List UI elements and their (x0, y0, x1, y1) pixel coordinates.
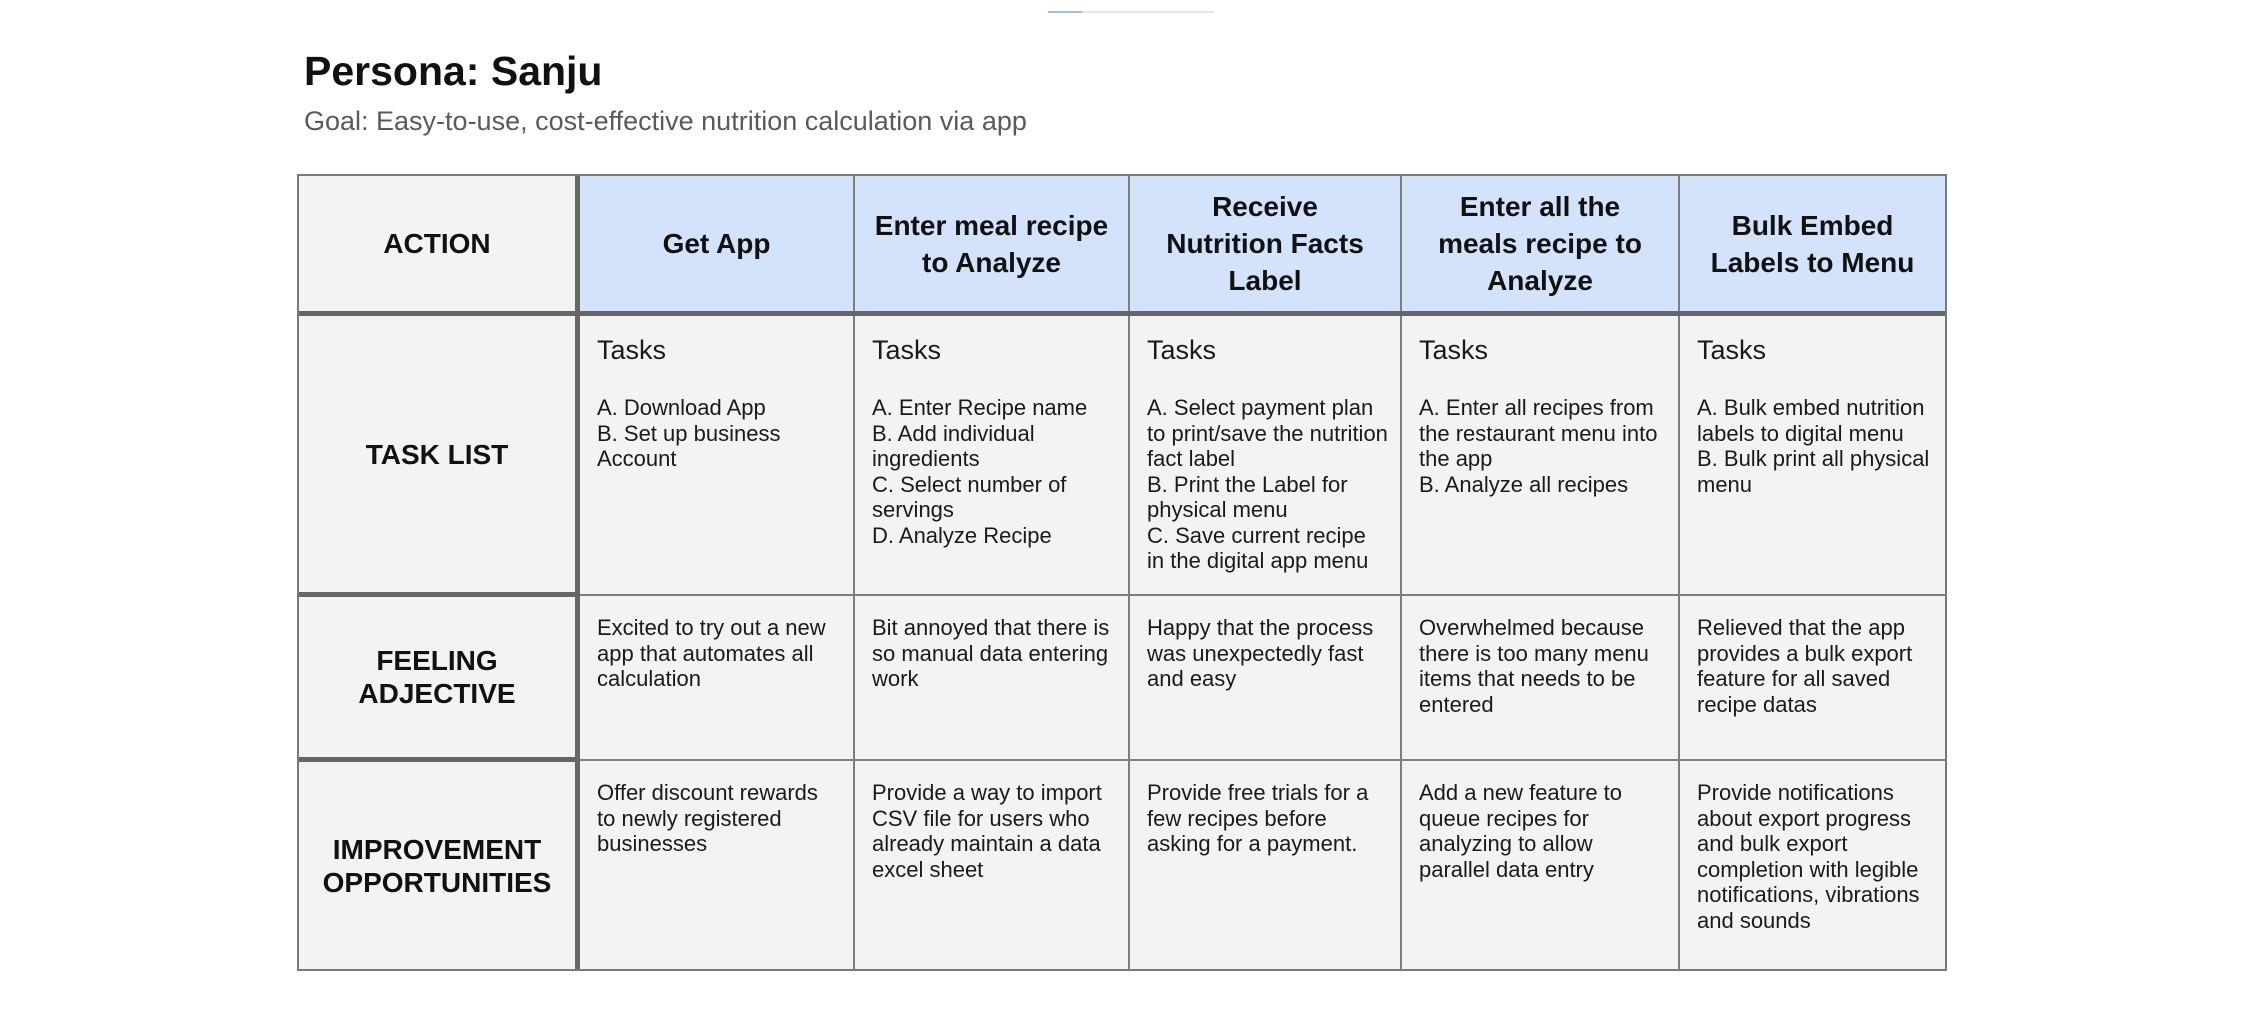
corner-label-action: ACTION (299, 176, 575, 311)
stage-title: Enter meal recipe to Analyze (874, 209, 1109, 278)
stage-header-2 (855, 176, 1128, 311)
slide-progress-indicator (1048, 11, 1214, 13)
tasks-heading: Tasks (597, 335, 667, 365)
feeling-cell-3: Happy that the process was unexpectedly fast and easy (1130, 597, 1400, 757)
row-label-divider (299, 592, 580, 597)
label-column-divider (575, 176, 580, 969)
task-cell-5 (1680, 316, 1945, 592)
task-items: A. Select payment plan to print/save the nutrition fact label B. Print the Label for physical menu C. Save current recipe in the digital app menu (1147, 395, 1388, 573)
feeling-cell-1: Excited to try out a new app that automates all calculation (580, 597, 853, 757)
column-divider (1128, 176, 1130, 969)
feeling-cell-4: Overwhelmed because there is too many menu items that needs to be entered (1402, 597, 1678, 757)
stage-title: Get App (662, 228, 771, 259)
task-items: A. Bulk embed nutrition labels to digital menu B. Bulk print all physical menu (1697, 395, 1930, 497)
task-cell-3 (1130, 316, 1400, 592)
row-divider (580, 594, 1945, 596)
stage-header-4 (1402, 176, 1678, 311)
column-divider (853, 176, 855, 969)
feeling-cell-5: Relieved that the app provides a bulk export feature for all saved recipe datas (1680, 597, 1945, 757)
column-divider (1678, 176, 1680, 969)
row-label-task-list: TASK LIST (299, 316, 575, 592)
row-divider (580, 759, 1945, 761)
row-label-feeling: FEELING ADJECTIVE (299, 597, 575, 757)
slide-progress-active (1048, 11, 1082, 13)
task-cell-1 (580, 316, 853, 592)
task-cell-2 (855, 316, 1128, 592)
stage-header-3 (1130, 176, 1400, 311)
stage-title: Bulk Embed Labels to Menu (1710, 209, 1915, 278)
feeling-cell-2: Bit annoyed that there is so manual data entering work (855, 597, 1128, 757)
improvement-cell-3: Provide free trials for a few recipes before asking for a payment. (1130, 762, 1400, 969)
improvement-cell-4: Add a new feature to queue recipes for analyzing to allow parallel data entry (1402, 762, 1678, 969)
task-items: A. Enter all recipes from the restaurant menu into the app B. Analyze all recipes (1419, 395, 1658, 497)
task-items: A. Download App B. Set up business Account (597, 395, 781, 471)
column-divider (1400, 176, 1402, 969)
journey-map-table (297, 174, 1947, 971)
stage-title: Enter all the meals recipe to Analyze (1438, 191, 1642, 296)
persona-title: Persona: Sanju (304, 48, 603, 94)
improvement-cell-1: Offer discount rewards to newly registered businesses (580, 762, 853, 969)
persona-goal: Goal: Easy-to-use, cost-effective nutrition calculation via app (304, 106, 1027, 136)
improvement-cell-2: Provide a way to import CSV file for users who already maintain a data excel sheet (855, 762, 1128, 969)
row-label-divider (299, 757, 580, 762)
task-items: A. Enter Recipe name B. Add individual ingredients C. Select number of servings D. Analyze Recipe (872, 395, 1088, 548)
tasks-heading: Tasks (872, 335, 942, 365)
tasks-heading: Tasks (1419, 335, 1489, 365)
row-label-improvement: IMPROVEMENT OPPORTUNITIES (299, 762, 575, 969)
tasks-heading: Tasks (1697, 335, 1767, 365)
stage-title: Receive Nutrition Facts Label (1166, 191, 1364, 296)
stage-header-1 (580, 176, 853, 311)
header-row-divider (299, 311, 1945, 316)
tasks-heading: Tasks (1147, 335, 1217, 365)
task-cell-4 (1402, 316, 1678, 592)
improvement-cell-5: Provide notifications about export progress and bulk export completion with legible notifications, vibrations and sounds (1680, 762, 1945, 969)
stage-header-5 (1680, 176, 1945, 311)
